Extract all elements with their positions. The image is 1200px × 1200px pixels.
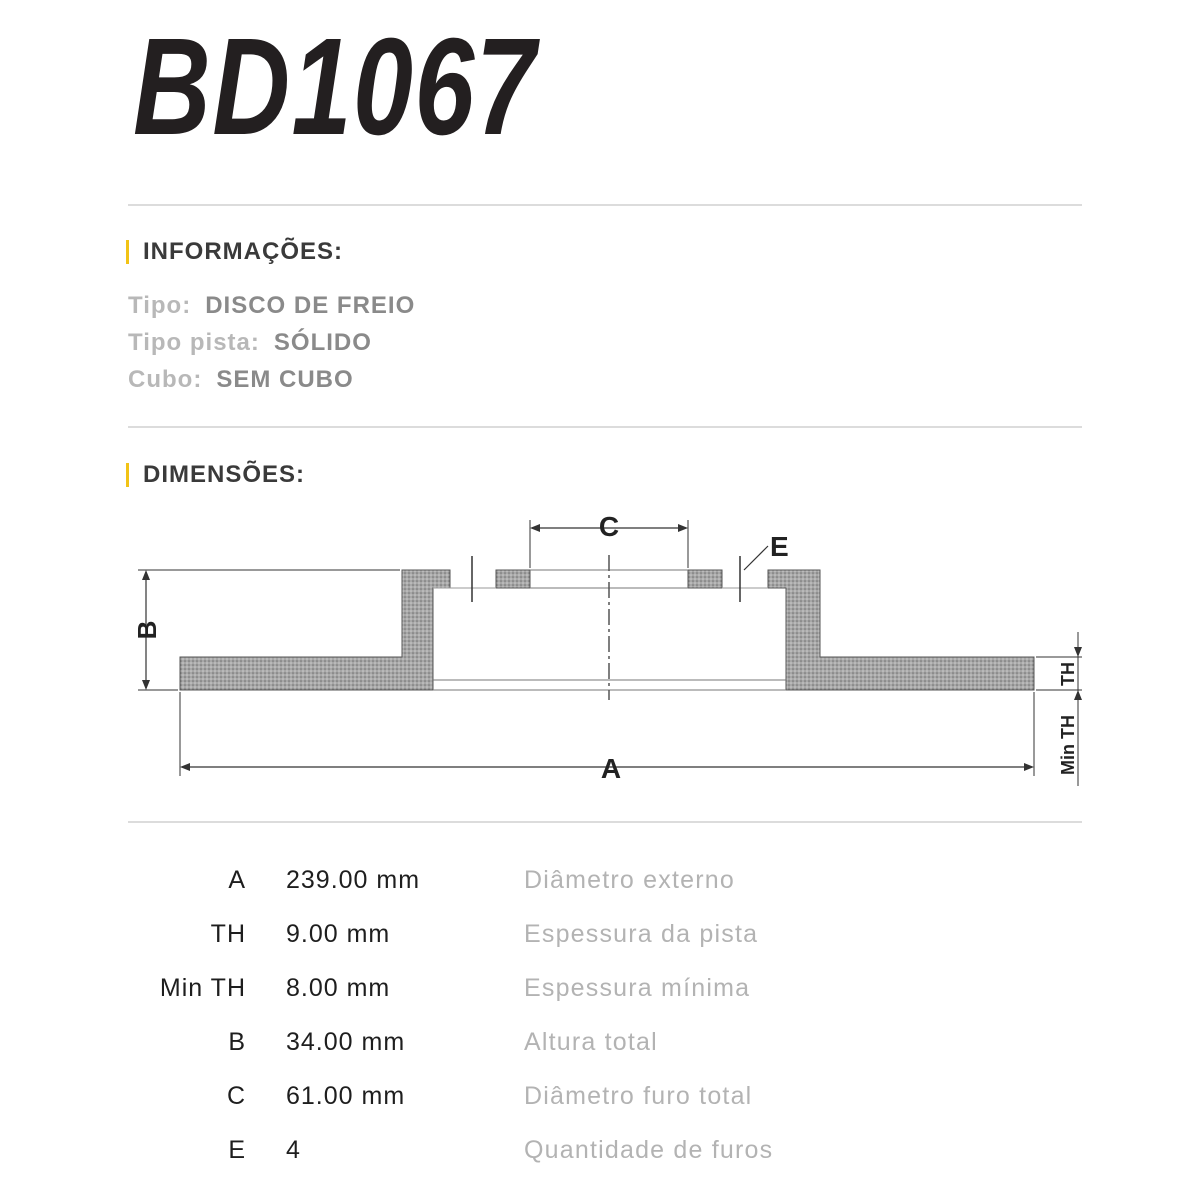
spec-symbol: C <box>226 1082 246 1110</box>
spec-value: 61.00 mm <box>286 1082 406 1110</box>
spec-description: Diâmetro furo total <box>524 1082 753 1110</box>
spec-symbol: Min TH <box>159 974 246 1002</box>
dimension-label-min-th: Min TH <box>1058 715 1078 775</box>
hub-flange-right <box>688 570 722 588</box>
spec-symbol: B <box>228 1028 246 1056</box>
spec-symbol: TH <box>210 920 246 948</box>
dimension-label-c: C <box>598 511 620 542</box>
spec-row <box>0 974 1200 1014</box>
spec-value: 34.00 mm <box>286 1028 406 1056</box>
info-value: SEM CUBO <box>216 366 354 393</box>
hub-flange-left <box>496 570 530 588</box>
section-heading-label: INFORMAÇÕES: <box>143 238 343 265</box>
divider <box>128 821 1082 823</box>
info-value: SÓLIDO <box>273 329 372 356</box>
spec-description: Espessura da pista <box>524 920 759 948</box>
spec-row <box>0 1028 1200 1068</box>
spec-row <box>0 920 1200 960</box>
spec-description: Quantidade de furos <box>524 1136 774 1164</box>
spec-value: 239.00 mm <box>286 866 421 894</box>
info-label: Tipo pista: <box>128 329 260 356</box>
spec-description: Altura total <box>524 1028 658 1056</box>
disc-section-right <box>768 570 1034 690</box>
spec-row <box>0 1082 1200 1122</box>
spec-symbol: E <box>228 1136 246 1164</box>
disc-section-left <box>180 570 450 690</box>
info-label: Cubo: <box>128 366 203 393</box>
dimension-label-th: TH <box>1058 662 1078 686</box>
info-label: Tipo: <box>128 292 192 319</box>
spec-value: 9.00 mm <box>286 920 391 948</box>
spec-value: 4 <box>286 1136 301 1164</box>
spec-value: 8.00 mm <box>286 974 391 1002</box>
product-code: BD1067 <box>133 10 538 164</box>
spec-row <box>0 1136 1200 1176</box>
dimension-label-a: A <box>600 753 622 784</box>
spec-description: Espessura mínima <box>524 974 751 1002</box>
spec-description: Diâmetro externo <box>524 866 735 894</box>
dimension-label-e: E <box>770 531 789 562</box>
section-heading-label: DIMENSÕES: <box>143 461 306 488</box>
spec-row <box>0 866 1200 906</box>
dimension-label-b: B <box>132 620 162 640</box>
spec-symbol: A <box>228 866 246 894</box>
info-value: DISCO DE FREIO <box>205 292 416 319</box>
